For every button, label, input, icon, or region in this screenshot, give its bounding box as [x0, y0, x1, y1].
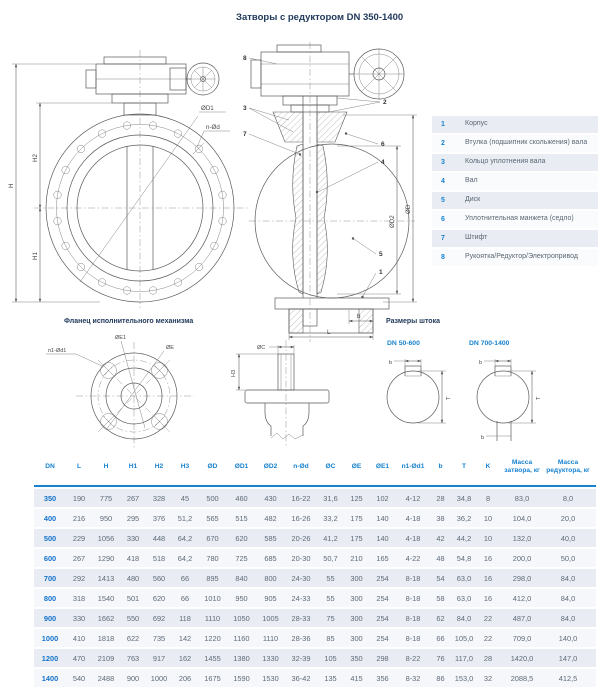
- table-cell: 34,8: [456, 493, 472, 503]
- dim-label-h1: H1: [32, 252, 39, 260]
- table-cell: 254: [376, 613, 389, 623]
- gearbox-front: [86, 57, 186, 94]
- table-cell: 515: [235, 513, 248, 523]
- legend-item-label: Уплотнительная манжета (седло): [465, 215, 574, 223]
- table-row: [34, 629, 596, 647]
- legend-item-label: Втулка (подшипник скольжения) вала: [465, 139, 588, 147]
- legend-item-number: 8: [441, 254, 445, 261]
- dim-label-h3: H3: [231, 369, 237, 377]
- legend-item-label: Диск: [465, 196, 481, 204]
- table-row: [34, 589, 596, 607]
- table-cell: 4-18: [405, 533, 421, 543]
- column-header: T: [461, 462, 467, 470]
- table-cell: 16: [483, 553, 493, 563]
- table-cell: 24-30: [291, 573, 311, 583]
- column-header: b: [438, 462, 443, 470]
- table-cell: 20-26: [291, 533, 311, 543]
- table-cell: 83,0: [514, 493, 530, 503]
- column-header: H: [103, 462, 109, 470]
- table-row: [34, 489, 596, 507]
- table-cell: 206: [178, 673, 192, 683]
- table-cell: 1818: [97, 633, 115, 643]
- table-cell: 356: [376, 673, 389, 683]
- table-cell: 350: [350, 653, 363, 663]
- table-cell: 125: [350, 493, 363, 503]
- table-cell: 1530: [262, 673, 279, 683]
- table-cell: 22: [483, 613, 493, 623]
- column-header: ØD2: [263, 462, 278, 470]
- table-cell: 4-18: [405, 513, 421, 523]
- table-cell: 62: [436, 613, 445, 623]
- table-cell: 165: [376, 553, 389, 563]
- dn-cell: 1400: [41, 673, 59, 683]
- stem-drawing: [380, 352, 600, 448]
- table-cell: 900: [126, 673, 140, 683]
- table-row: [34, 549, 596, 567]
- svg-text:5: 5: [379, 251, 383, 258]
- table-cell: 10: [483, 513, 493, 523]
- table-cell: 63,0: [456, 573, 472, 583]
- table-cell: 565: [206, 513, 219, 523]
- table-cell: 135: [324, 673, 337, 683]
- legend-item-label: Корпус: [465, 120, 488, 128]
- table-cell: 153,0: [454, 673, 474, 683]
- table-cell: 175: [350, 533, 363, 543]
- neck-view-drawing: [225, 336, 355, 448]
- table-cell: 376: [152, 513, 166, 523]
- dim-label-d: ØD: [405, 204, 412, 214]
- table-cell: 117,0: [455, 653, 473, 663]
- table-cell: 2088,5: [510, 673, 534, 683]
- table-cell: 560: [152, 573, 166, 583]
- column-header: Масса затвора, кг: [504, 458, 540, 474]
- table-cell: 64,2: [177, 533, 193, 543]
- table-cell: 41,2: [323, 533, 338, 543]
- dim-label-nd: n-Ød: [206, 124, 220, 131]
- table-cell: 32-39: [291, 653, 311, 663]
- table-cell: 518: [152, 553, 166, 563]
- column-header: H2: [154, 462, 164, 470]
- dim-label-d2: ØD2: [389, 215, 396, 228]
- table-cell: 84,0: [560, 613, 576, 623]
- table-cell: 51,2: [177, 513, 193, 523]
- section-view-drawing: [233, 40, 445, 344]
- table-cell: 16-26: [291, 513, 311, 523]
- table-cell: 8: [485, 493, 491, 503]
- stem-small-dn: [387, 359, 452, 423]
- table-cell: 36-42: [291, 673, 311, 683]
- table-cell: 8-18: [405, 593, 421, 603]
- table-cell: 1675: [204, 673, 221, 683]
- dim-label-l: L: [327, 329, 331, 336]
- column-header: ØC: [325, 462, 336, 470]
- dn-cell: 600: [43, 553, 57, 563]
- table-cell: 20-30: [291, 553, 311, 563]
- table-cell: 620: [235, 533, 248, 543]
- actuator-flange-drawing: [18, 330, 218, 450]
- svg-text:b: b: [479, 360, 483, 366]
- table-cell: 63,0: [456, 593, 472, 603]
- table-cell: 430: [264, 493, 277, 503]
- svg-text:T: T: [536, 396, 542, 400]
- dim-label-nd1: n1-Ød1: [48, 348, 67, 354]
- table-cell: 38: [436, 513, 445, 523]
- legend-item: [432, 211, 598, 228]
- column-header: DN: [45, 462, 55, 470]
- legend-item-number: 7: [441, 235, 445, 242]
- table-cell: 66: [436, 633, 445, 643]
- dim-label-c: ØC: [257, 345, 266, 351]
- svg-text:b: b: [389, 360, 393, 366]
- table-cell: 1330: [262, 653, 279, 663]
- table-cell: 140,0: [558, 633, 578, 643]
- table-cell: 298: [376, 653, 389, 663]
- legend-item: [432, 116, 598, 133]
- table-cell: 66: [180, 573, 190, 583]
- table-cell: 709,0: [512, 633, 532, 643]
- table-cell: 102: [376, 493, 389, 503]
- front-view-drawing: [0, 26, 250, 310]
- table-cell: 292: [72, 573, 86, 583]
- table-cell: 1455: [204, 653, 221, 663]
- svg-text:8: 8: [243, 55, 247, 62]
- table-cell: 10: [483, 533, 493, 543]
- table-cell: 950: [99, 513, 113, 523]
- table-cell: 8-18: [405, 633, 421, 643]
- table-cell: 16: [483, 593, 493, 603]
- stem-variant-a-label: DN 50-600: [387, 340, 420, 347]
- table-cell: 33,2: [323, 513, 338, 523]
- table-cell: 412,0: [512, 593, 532, 603]
- table-cell: 482: [264, 513, 277, 523]
- dimensions-table: [34, 452, 596, 687]
- dn-cell: 350: [43, 493, 57, 503]
- table-cell: 300: [350, 593, 363, 603]
- table-cell: 780: [206, 553, 219, 563]
- table-row: [34, 669, 596, 687]
- table-cell: 118: [179, 613, 191, 623]
- table-cell: 8-18: [405, 613, 421, 623]
- column-header: H1: [128, 462, 138, 470]
- table-cell: 1413: [97, 573, 115, 583]
- column-header: ØE: [351, 462, 362, 470]
- table-cell: 84,0: [456, 613, 472, 623]
- handwheel-section: [349, 49, 404, 99]
- legend-item-label: Вал: [465, 177, 478, 185]
- table-cell: 950: [235, 593, 248, 603]
- table-cell: 162: [178, 653, 192, 663]
- table-cell: 8-32: [405, 673, 421, 683]
- legend-item: [432, 154, 598, 171]
- table-cell: 140: [376, 533, 389, 543]
- table-cell: 1160: [233, 633, 250, 643]
- table-cell: 84,0: [560, 573, 576, 583]
- table-cell: 1110: [262, 633, 279, 643]
- dn-cell: 900: [43, 613, 57, 623]
- legend-item-number: 3: [441, 159, 445, 166]
- legend-item-number: 6: [441, 216, 445, 223]
- table-cell: 48: [436, 553, 445, 563]
- column-header: ØD: [207, 462, 218, 470]
- table-row: [34, 509, 596, 527]
- table-cell: 412,5: [558, 673, 578, 683]
- table-cell: 44,2: [456, 533, 472, 543]
- column-header: Масса редуктора, кг: [546, 458, 590, 474]
- table-cell: 1010: [204, 593, 221, 603]
- table-cell: 8-18: [405, 573, 421, 583]
- table-row: [34, 569, 596, 587]
- handwheel-front: [186, 63, 219, 95]
- table-cell: 45: [180, 493, 190, 503]
- table-cell: 1110: [204, 613, 221, 623]
- dim-label-d1: ØD1: [201, 105, 214, 112]
- table-cell: 1540: [97, 593, 115, 603]
- table-cell: 58: [436, 593, 445, 603]
- table-cell: 24-33: [291, 593, 311, 603]
- table-cell: 295: [126, 513, 140, 523]
- table-cell: 487,0: [512, 613, 532, 623]
- dn-cell: 500: [43, 533, 57, 543]
- table-cell: 28: [436, 493, 445, 503]
- legend-item-number: 2: [441, 140, 445, 147]
- table-cell: 318: [72, 593, 86, 603]
- table-cell: 190: [72, 493, 86, 503]
- table-cell: 895: [206, 573, 219, 583]
- legend-item: [432, 135, 598, 152]
- stem-section-title: Размеры штока: [386, 318, 440, 325]
- table-cell: 1290: [97, 553, 115, 563]
- table-cell: 1590: [233, 673, 250, 683]
- svg-text:3: 3: [243, 105, 247, 112]
- table-cell: 175: [350, 513, 363, 523]
- table-cell: 460: [235, 493, 248, 503]
- dim-label-h: H: [8, 183, 15, 188]
- table-cell: 55: [326, 593, 335, 603]
- legend-item-number: 1: [441, 121, 445, 128]
- table-cell: 54,8: [456, 553, 472, 563]
- table-cell: 40,0: [560, 533, 576, 543]
- table-cell: 36,2: [456, 513, 472, 523]
- column-header: ØD1: [234, 462, 249, 470]
- table-cell: 840: [235, 573, 248, 583]
- table-cell: 2488: [97, 673, 115, 683]
- table-cell: 140: [376, 513, 389, 523]
- table-cell: 75: [326, 613, 335, 623]
- table-cell: 132,0: [512, 533, 532, 543]
- table-cell: 254: [376, 633, 389, 643]
- table-cell: 267: [72, 553, 86, 563]
- dn-cell: 1200: [41, 653, 59, 663]
- svg-text:6: 6: [381, 141, 385, 148]
- table-cell: 105,0: [454, 633, 474, 643]
- table-cell: 298,0: [512, 573, 532, 583]
- table-cell: 66: [180, 593, 190, 603]
- table-cell: 1220: [204, 633, 221, 643]
- table-row: [34, 649, 596, 667]
- dim-label-e1: ØE1: [115, 335, 127, 341]
- table-cell: 42: [436, 533, 445, 543]
- dn-cell: 700: [43, 573, 57, 583]
- table-cell: 22: [483, 633, 493, 643]
- svg-text:b: b: [481, 435, 485, 441]
- column-header: ØE1: [375, 462, 390, 470]
- table-cell: 540: [72, 673, 86, 683]
- legend-item: [432, 192, 598, 209]
- table-cell: 300: [350, 613, 363, 623]
- table-cell: 1380: [233, 653, 250, 663]
- table-cell: 500: [206, 493, 219, 503]
- table-cell: 31,6: [323, 493, 338, 503]
- table-cell: 16: [483, 573, 493, 583]
- table-cell: 20,0: [560, 513, 576, 523]
- table-cell: 64,2: [177, 553, 193, 563]
- table-cell: 105: [324, 653, 337, 663]
- table-cell: 2109: [97, 653, 115, 663]
- table-cell: 254: [376, 573, 389, 583]
- flange-section-title: Фланец исполнительного механизма: [64, 318, 194, 325]
- column-header: H3: [180, 462, 190, 470]
- parts-legend: [432, 116, 598, 268]
- legend-item: [432, 249, 598, 266]
- svg-text:2: 2: [383, 99, 387, 106]
- dim-label-h2: H2: [32, 154, 39, 162]
- table-cell: 1005: [262, 613, 279, 623]
- table-cell: 8-22: [405, 653, 421, 663]
- table-cell: 84,0: [560, 593, 576, 603]
- table-cell: 1420,0: [510, 653, 534, 663]
- dim-label-b: b: [357, 313, 361, 320]
- table-cell: 550: [126, 613, 140, 623]
- table-cell: 85: [326, 633, 335, 643]
- table-cell: 55: [326, 573, 335, 583]
- table-cell: 4-12: [405, 493, 421, 503]
- table-cell: 1000: [150, 673, 168, 683]
- table-cell: 54: [436, 573, 445, 583]
- column-header: K: [485, 462, 491, 470]
- table-cell: 685: [264, 553, 277, 563]
- table-cell: 28-33: [291, 613, 311, 623]
- dn-cell: 400: [43, 513, 57, 523]
- table-cell: 763: [126, 653, 140, 663]
- dn-cell: 1000: [41, 633, 59, 643]
- table-header: [34, 452, 596, 487]
- stem-variant-b-label: DN 700-1400: [469, 340, 510, 347]
- table-cell: 622: [126, 633, 140, 643]
- table-row: [34, 609, 596, 627]
- table-cell: 142: [178, 633, 192, 643]
- table-cell: 210: [350, 553, 363, 563]
- dn-cell: 800: [43, 593, 57, 603]
- table-cell: 1662: [97, 613, 115, 623]
- legend-item-number: 5: [441, 197, 445, 204]
- table-cell: 800: [264, 573, 277, 583]
- table-cell: 16-22: [291, 493, 311, 503]
- table-cell: 76: [436, 653, 445, 663]
- table-cell: 415: [350, 673, 363, 683]
- callouts: [243, 55, 387, 298]
- table-cell: 328: [152, 493, 166, 503]
- table-cell: 200,0: [512, 553, 532, 563]
- svg-text:T: T: [446, 396, 452, 400]
- column-header: L: [76, 462, 82, 470]
- page-title: Затворы с редуктором DN 350-1400: [236, 12, 404, 23]
- table-cell: 470: [72, 653, 86, 663]
- table-cell: 8,0: [562, 493, 574, 503]
- legend-item-label: Рукоятка/Редуктор/Электропривод: [465, 253, 578, 261]
- table-cell: 501: [126, 593, 140, 603]
- table-cell: 410: [72, 633, 86, 643]
- table-cell: 32: [483, 673, 493, 683]
- table-cell: 448: [152, 533, 166, 543]
- table-cell: 670: [206, 533, 219, 543]
- table-cell: 28: [483, 653, 493, 663]
- table-cell: 147,0: [558, 653, 578, 663]
- table-cell: 917: [152, 653, 166, 663]
- table-cell: 418: [126, 553, 140, 563]
- table-cell: 104,0: [512, 513, 532, 523]
- table-cell: 905: [264, 593, 277, 603]
- table-cell: 4-22: [405, 553, 421, 563]
- table-cell: 585: [264, 533, 277, 543]
- table-row: [34, 529, 596, 547]
- dim-label-e: ØE: [166, 345, 174, 351]
- table-cell: 50,0: [560, 553, 576, 563]
- legend-item: [432, 173, 598, 190]
- table-cell: 480: [126, 573, 140, 583]
- table-cell: 330: [72, 613, 86, 623]
- column-header: n-Ød: [293, 462, 309, 470]
- table-cell: 28-36: [291, 633, 311, 643]
- table-cell: 300: [350, 573, 363, 583]
- gearbox-section: [251, 45, 349, 96]
- table-cell: 1056: [97, 533, 115, 543]
- legend-item-label: Кольцо уплотнения вала: [465, 158, 546, 166]
- table-cell: 725: [235, 553, 248, 563]
- column-header: n1-Ød1: [401, 462, 425, 470]
- svg-text:1: 1: [379, 269, 383, 276]
- table-cell: 1050: [233, 613, 250, 623]
- legend-item-label: Штифт: [465, 234, 488, 242]
- table-cell: 775: [99, 493, 113, 503]
- table-cell: 50,7: [323, 553, 338, 563]
- svg-text:4: 4: [381, 159, 385, 166]
- table-cell: 254: [376, 593, 389, 603]
- legend-item: [432, 230, 598, 247]
- table-cell: 692: [152, 613, 166, 623]
- table-cell: 330: [126, 533, 140, 543]
- table-cell: 620: [152, 593, 166, 603]
- svg-text:7: 7: [243, 131, 247, 138]
- table-cell: 216: [72, 513, 86, 523]
- table-cell: 267: [126, 493, 140, 503]
- table-cell: 300: [350, 633, 363, 643]
- stem-large-dn: [477, 359, 542, 441]
- legend-item-number: 4: [441, 178, 445, 185]
- table-cell: 229: [72, 533, 86, 543]
- table-cell: 735: [152, 633, 166, 643]
- table-cell: 86: [436, 673, 445, 683]
